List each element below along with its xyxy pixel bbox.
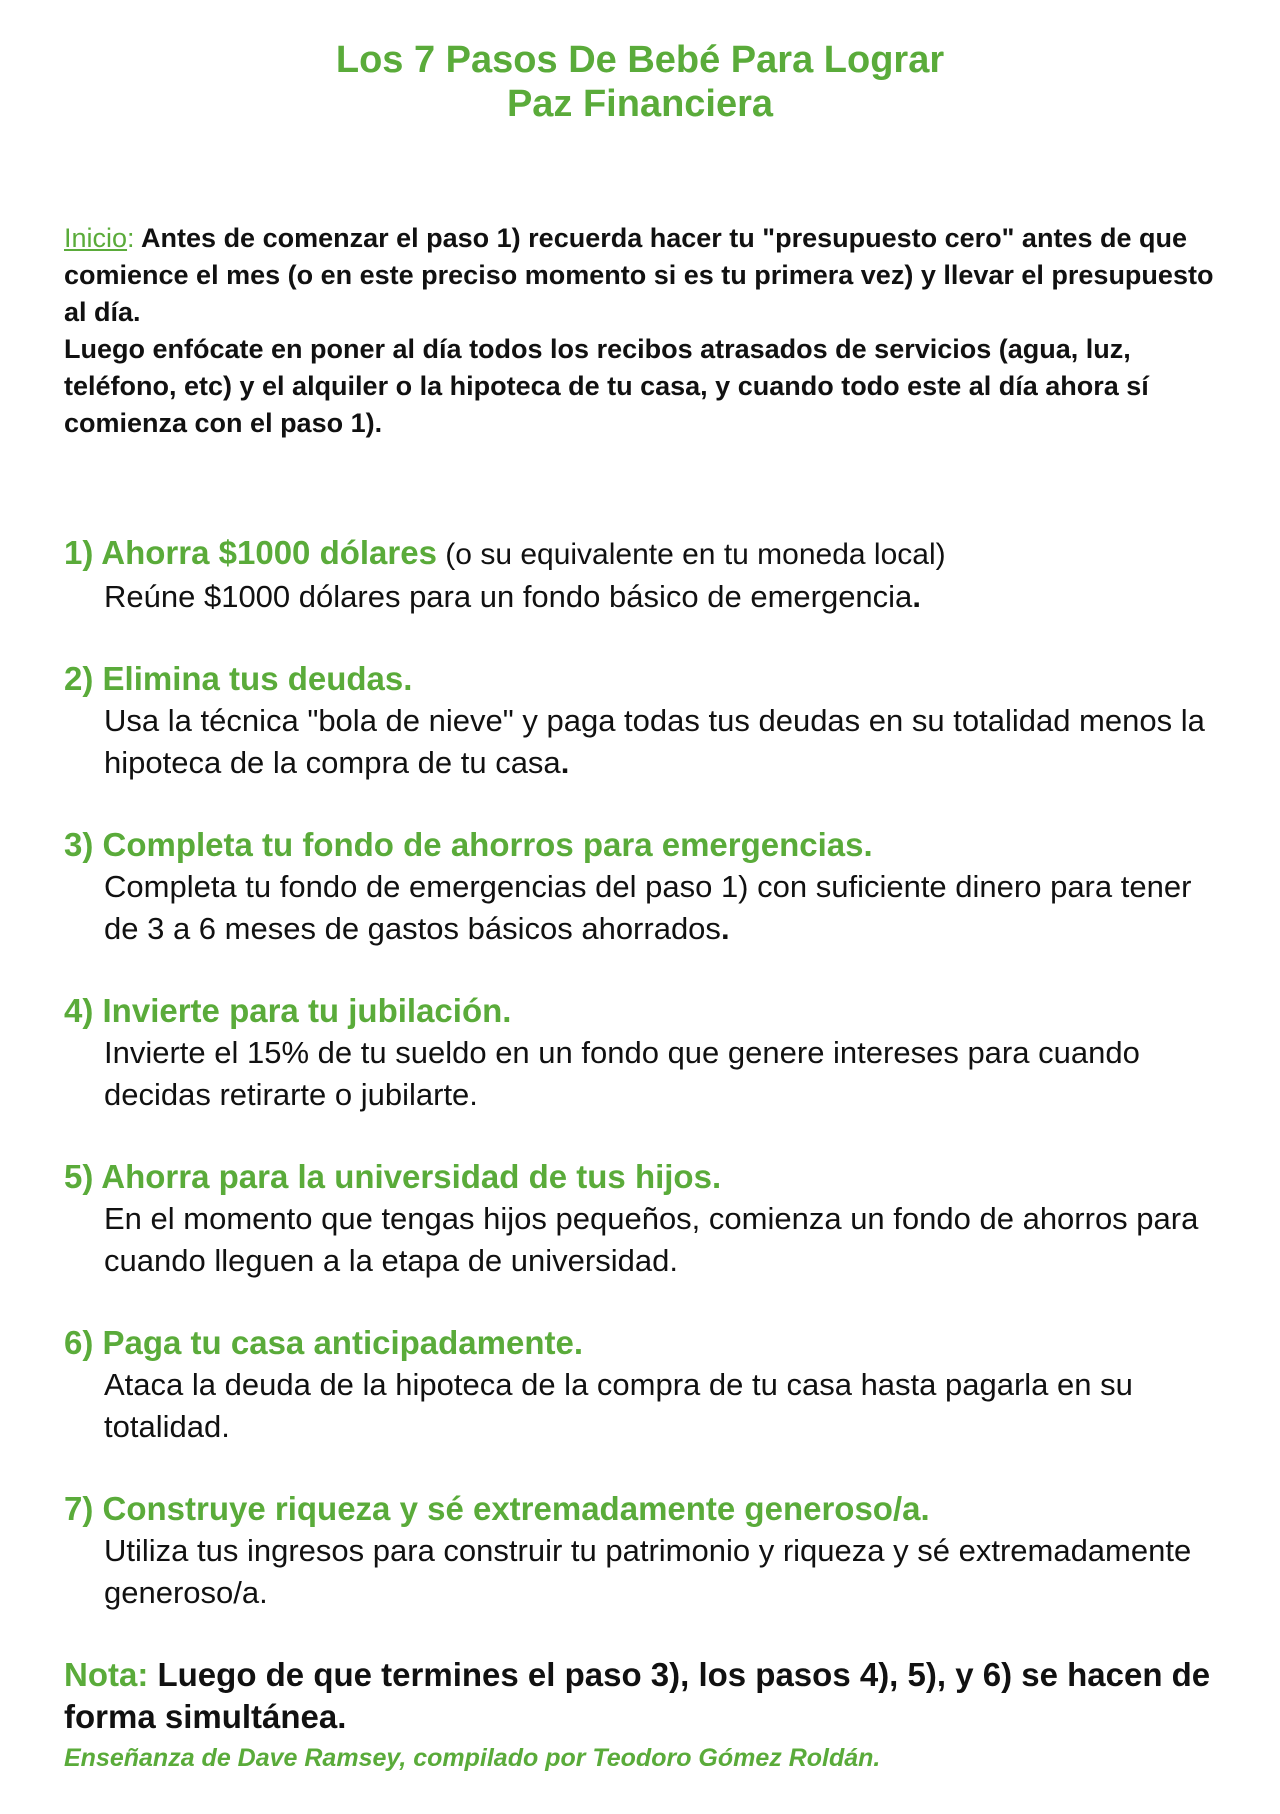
note-text: Luego de que termines el paso 3), los pasos 4), 5), y 6) se hacen de forma simultánea. [64,1656,1211,1735]
steps-list [64,532,1216,1614]
step-title: 2) Elimina tus deudas. [64,660,413,697]
intro-paragraph-2: Luego enfócate en poner al día todos los recibos atrasados de servicios (agua, luz, teléfono, etc) y el alquiler o la hipoteca de tu casa, y cuando todo este al día ahora sí comienza con el paso 1). [64,334,1149,438]
step-title: 1) Ahorra $1000 dólares [64,534,437,571]
step-heading [64,1488,1216,1530]
title-line-1: Los 7 Pasos De Bebé Para Lograr [335,39,945,81]
note [64,1654,1216,1738]
step-note: (o su equivalente en tu moneda local) [436,538,946,571]
intro-paragraph-1 [64,220,1216,331]
title-line-2: Paz Financiera [506,83,774,125]
step-5 [64,1156,1216,1282]
step-description: Invierte el 15% de tu sueldo en un fondo que genere intereses para cuando decidas retirarte o jubilarte. [104,1035,1140,1112]
step-2 [64,658,1216,784]
step-6 [64,1322,1216,1448]
step-title: 6) Paga tu casa anticipadamente. [64,1324,584,1361]
step-7 [64,1488,1216,1614]
step-description [64,576,1216,618]
step-description [64,866,1216,950]
intro-colon: : [127,223,135,253]
step-heading [64,990,1216,1032]
step-heading [64,532,1216,576]
step-title: 7) Construye riqueza y sé extremadamente generoso/a. [64,1490,930,1527]
step-end-period: . [912,579,921,614]
step-description: Utiliza tus ingresos para construir tu patrimonio y riqueza y sé extremadamente generoso/a. [104,1533,1192,1610]
step-heading [64,824,1216,866]
step-end-period: . [560,745,570,780]
credit-line: Enseñanza de Dave Ramsey, compilado por Teodoro Gómez Roldán. [64,1744,881,1772]
intro-text-1: Antes de comenzar el paso 1) recuerda hacer tu "presupuesto cero" antes de que comience el mes (o en este preciso momento si es tu primera vez) y llevar el presupuesto al día. [64,223,1214,327]
step-body-text: Usa la técnica "bola de nieve" y paga todas tus deudas en su totalidad menos la hipoteca de la compra de tu casa [104,703,1205,780]
step-title: 5) Ahorra para la universidad de tus hijos. [64,1158,722,1195]
step-heading [64,658,1216,700]
step-body-text: Reúne $1000 dólares para un fondo básico de emergencia [104,579,913,614]
intro-label: Inicio [64,223,128,253]
step-heading [64,1322,1216,1364]
step-description: Ataca la deuda de la hipoteca de la compra de tu casa hasta pagarla en su totalidad. [104,1367,1133,1444]
step-body-text: Completa tu fondo de emergencias del paso 1) con suficiente dinero para tener de 3 a 6 meses de gastos básicos ahorrados [104,869,1192,946]
step-4 [64,990,1216,1116]
note-label: Nota: [64,1656,149,1693]
step-heading [64,1156,1216,1198]
document-title [64,38,1216,126]
step-description: En el momento que tengas hijos pequeños, comienza un fondo de ahorros para cuando lleguen a la etapa de universidad. [104,1201,1199,1278]
step-title: 4) Invierte para tu jubilación. [64,992,512,1029]
step-description [64,700,1216,784]
intro-section [64,220,1216,442]
step-title: 3) Completa tu fondo de ahorros para emergencias. [64,826,873,863]
step-1 [64,532,1216,618]
step-3 [64,824,1216,950]
step-end-period: . [720,911,730,946]
